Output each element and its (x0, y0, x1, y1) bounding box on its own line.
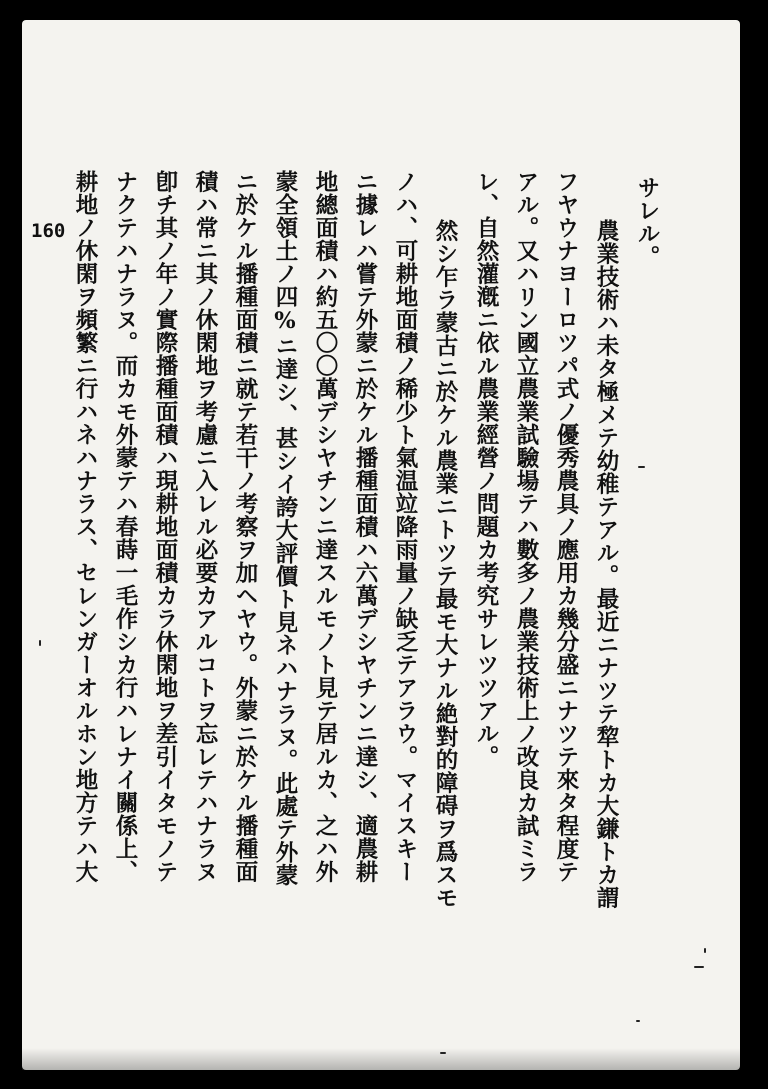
scan-speck (694, 966, 704, 968)
document-page (22, 20, 740, 1070)
text-column-15: 耕地ノ休閑ヲ頻繁ニ行ハネハナラス、セレンガーオルホン地方テハ大 (72, 170, 98, 883)
text-column-7: ノハ、可耕地面積ノ稀少ト氣温竝降雨量ノ缺乏テアラウ。マイスキー (392, 170, 418, 883)
text-column-1: サレル。 (634, 176, 660, 268)
scan-speck (704, 948, 706, 953)
text-column-2: 農業技術ハ未タ極メテ幼稚テアル。最近ニナツテ犂トカ大鎌トカ謂 (593, 196, 619, 909)
page-number: 160 (31, 220, 66, 242)
scan-speck (636, 1020, 640, 1022)
text-column-14: ナクテハナラヌ。而カモ外蒙テハ春蒔一毛作シカ行ハレナイ關係上、 (112, 170, 138, 883)
text-column-3: フヤウナヨーロツパ式ノ優秀農具ノ應用カ幾分盛ニナツテ來タ程度テ (553, 170, 579, 883)
scan-speck (39, 640, 41, 646)
text-column-13: 卽チ其ノ年ノ實際播種面積ハ現耕地面積カラ休閑地ヲ差引イタモノテ (152, 170, 178, 883)
scan-speck (638, 466, 645, 468)
page-edge-shadow (22, 1048, 740, 1070)
text-column-10: 蒙全領土ノ四%ニ達シ、甚シイ誇大評價ト見ネハナラヌ。此處テ外蒙 (272, 170, 298, 887)
text-column-11: ニ於ケル播種面積ニ就テ若干ノ考察ヲ加ヘヤウ。外蒙ニ於ケル播種面 (232, 170, 258, 883)
text-column-12: 積ハ常ニ其ノ休閑地ヲ考慮ニ入レル必要カアルコトヲ忘レテハナラヌ (192, 170, 218, 883)
text-column-4: アル。又ハリン國立農業試驗場テハ數多ノ農業技術上ノ改良カ試ミラ (513, 170, 539, 883)
text-column-5: レ、自然灌漑ニ依ル農業經營ノ問題カ考究サレツツアル。 (473, 170, 499, 768)
text-column-6: 然シ乍ラ蒙古ニ於ケル農業ニトツテ最モ大ナル絶對的障碍ヲ爲スモ (432, 196, 458, 909)
text-column-9: 地總面積ハ約五〇〇萬デシヤチンニ達スルモノト見テ居ルカ、之ハ外 (312, 170, 338, 883)
text-column-8: ニ據レハ嘗テ外蒙ニ於ケル播種面積ハ六萬デシヤチンニ達シ、適農耕 (352, 170, 378, 883)
